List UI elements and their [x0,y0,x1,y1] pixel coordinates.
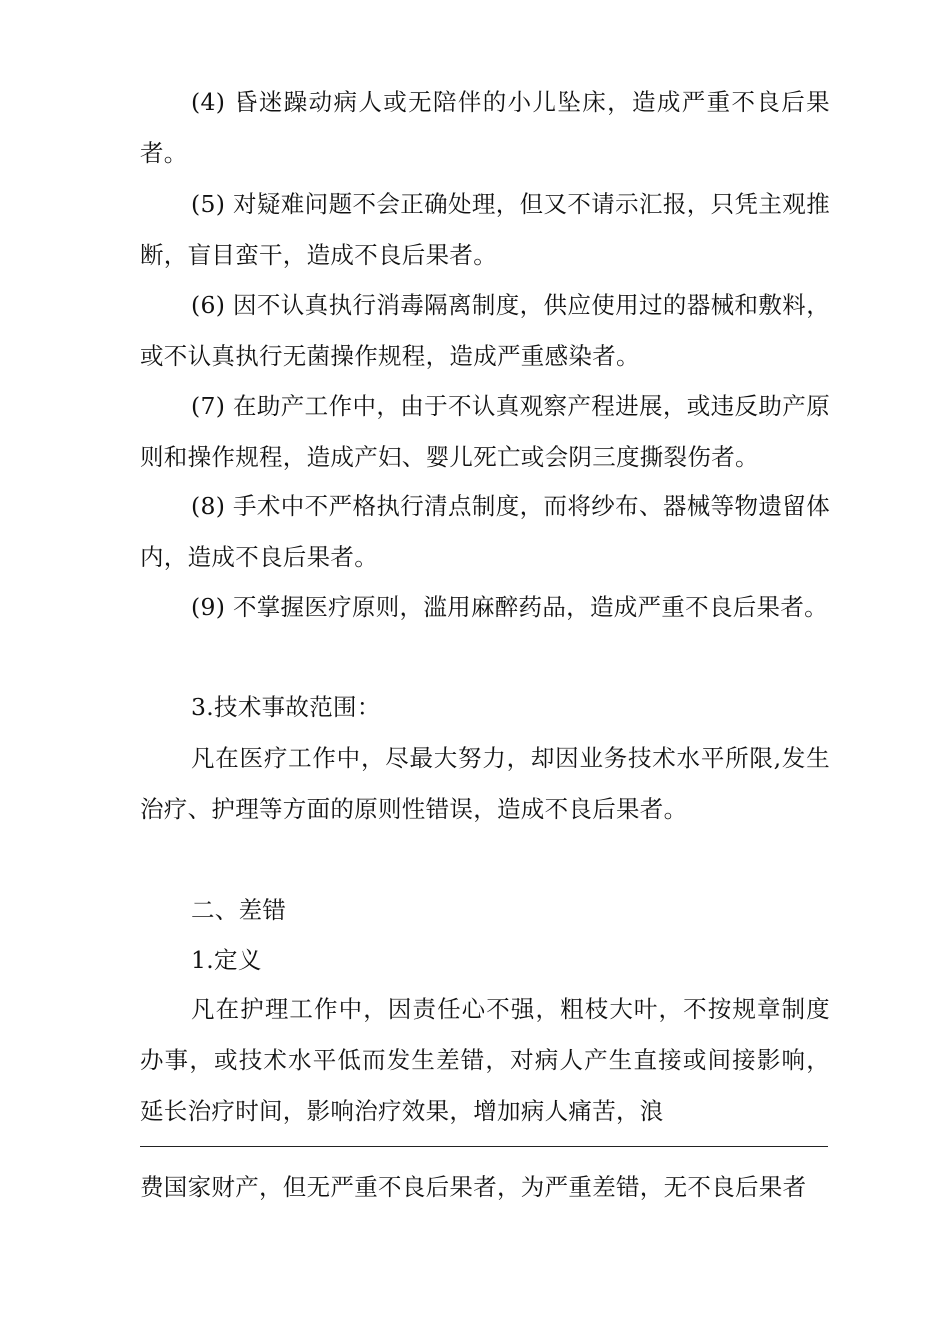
paragraph-item-9: (9) 不掌握医疗原则，滥用麻醉药品，造成严重不良后果者。 [191,593,828,621]
paragraph-item-4: (4) 昏迷躁动病人或无陪伴的小儿坠床，造成严重不良后果者。 [140,88,830,167]
page-break-divider [140,1146,828,1147]
definition-heading: 1.定义 [191,946,262,974]
technical-accident-heading: 3.技术事故范围： [191,693,381,721]
paragraph-item-6: (6) 因不认真执行消毒隔离制度，供应使用过的器械和敷料，或不认真执行无菌操作规程，造成严重感染者。 [140,291,830,370]
paragraph-item-5: (5) 对疑难问题不会正确处理，但又不请示汇报，只凭主观推断，盲目蛮干，造成不良后果者。 [140,190,830,269]
paragraph-item-7: (7) 在助产工作中，由于不认真观察产程进展，或违反助产原则和操作规程，造成产妇、婴儿死亡或会阴三度撕裂伤者。 [140,392,830,471]
definition-body: 凡在护理工作中，因责任心不强，粗枝大叶，不按规章制度办事，或技术水平低而发生差错，对病人产生直接或间接影响，延长治疗时间，影响治疗效果，增加病人痛苦，浪 [140,995,830,1125]
section-heading-errors: 二、差错 [191,896,287,924]
paragraph-item-8: (8) 手术中不严格执行清点制度，而将纱布、器械等物遗留体内，造成不良后果者。 [140,492,830,571]
technical-accident-body: 凡在医疗工作中，尽最大努力，却因业务技术水平所限,发生治疗、护理等方面的原则性错误，造成不良后果者。 [140,744,830,823]
next-page-line: 费国家财产，但无严重不良后果者，为严重差错，无不良后果者 [140,1173,807,1201]
